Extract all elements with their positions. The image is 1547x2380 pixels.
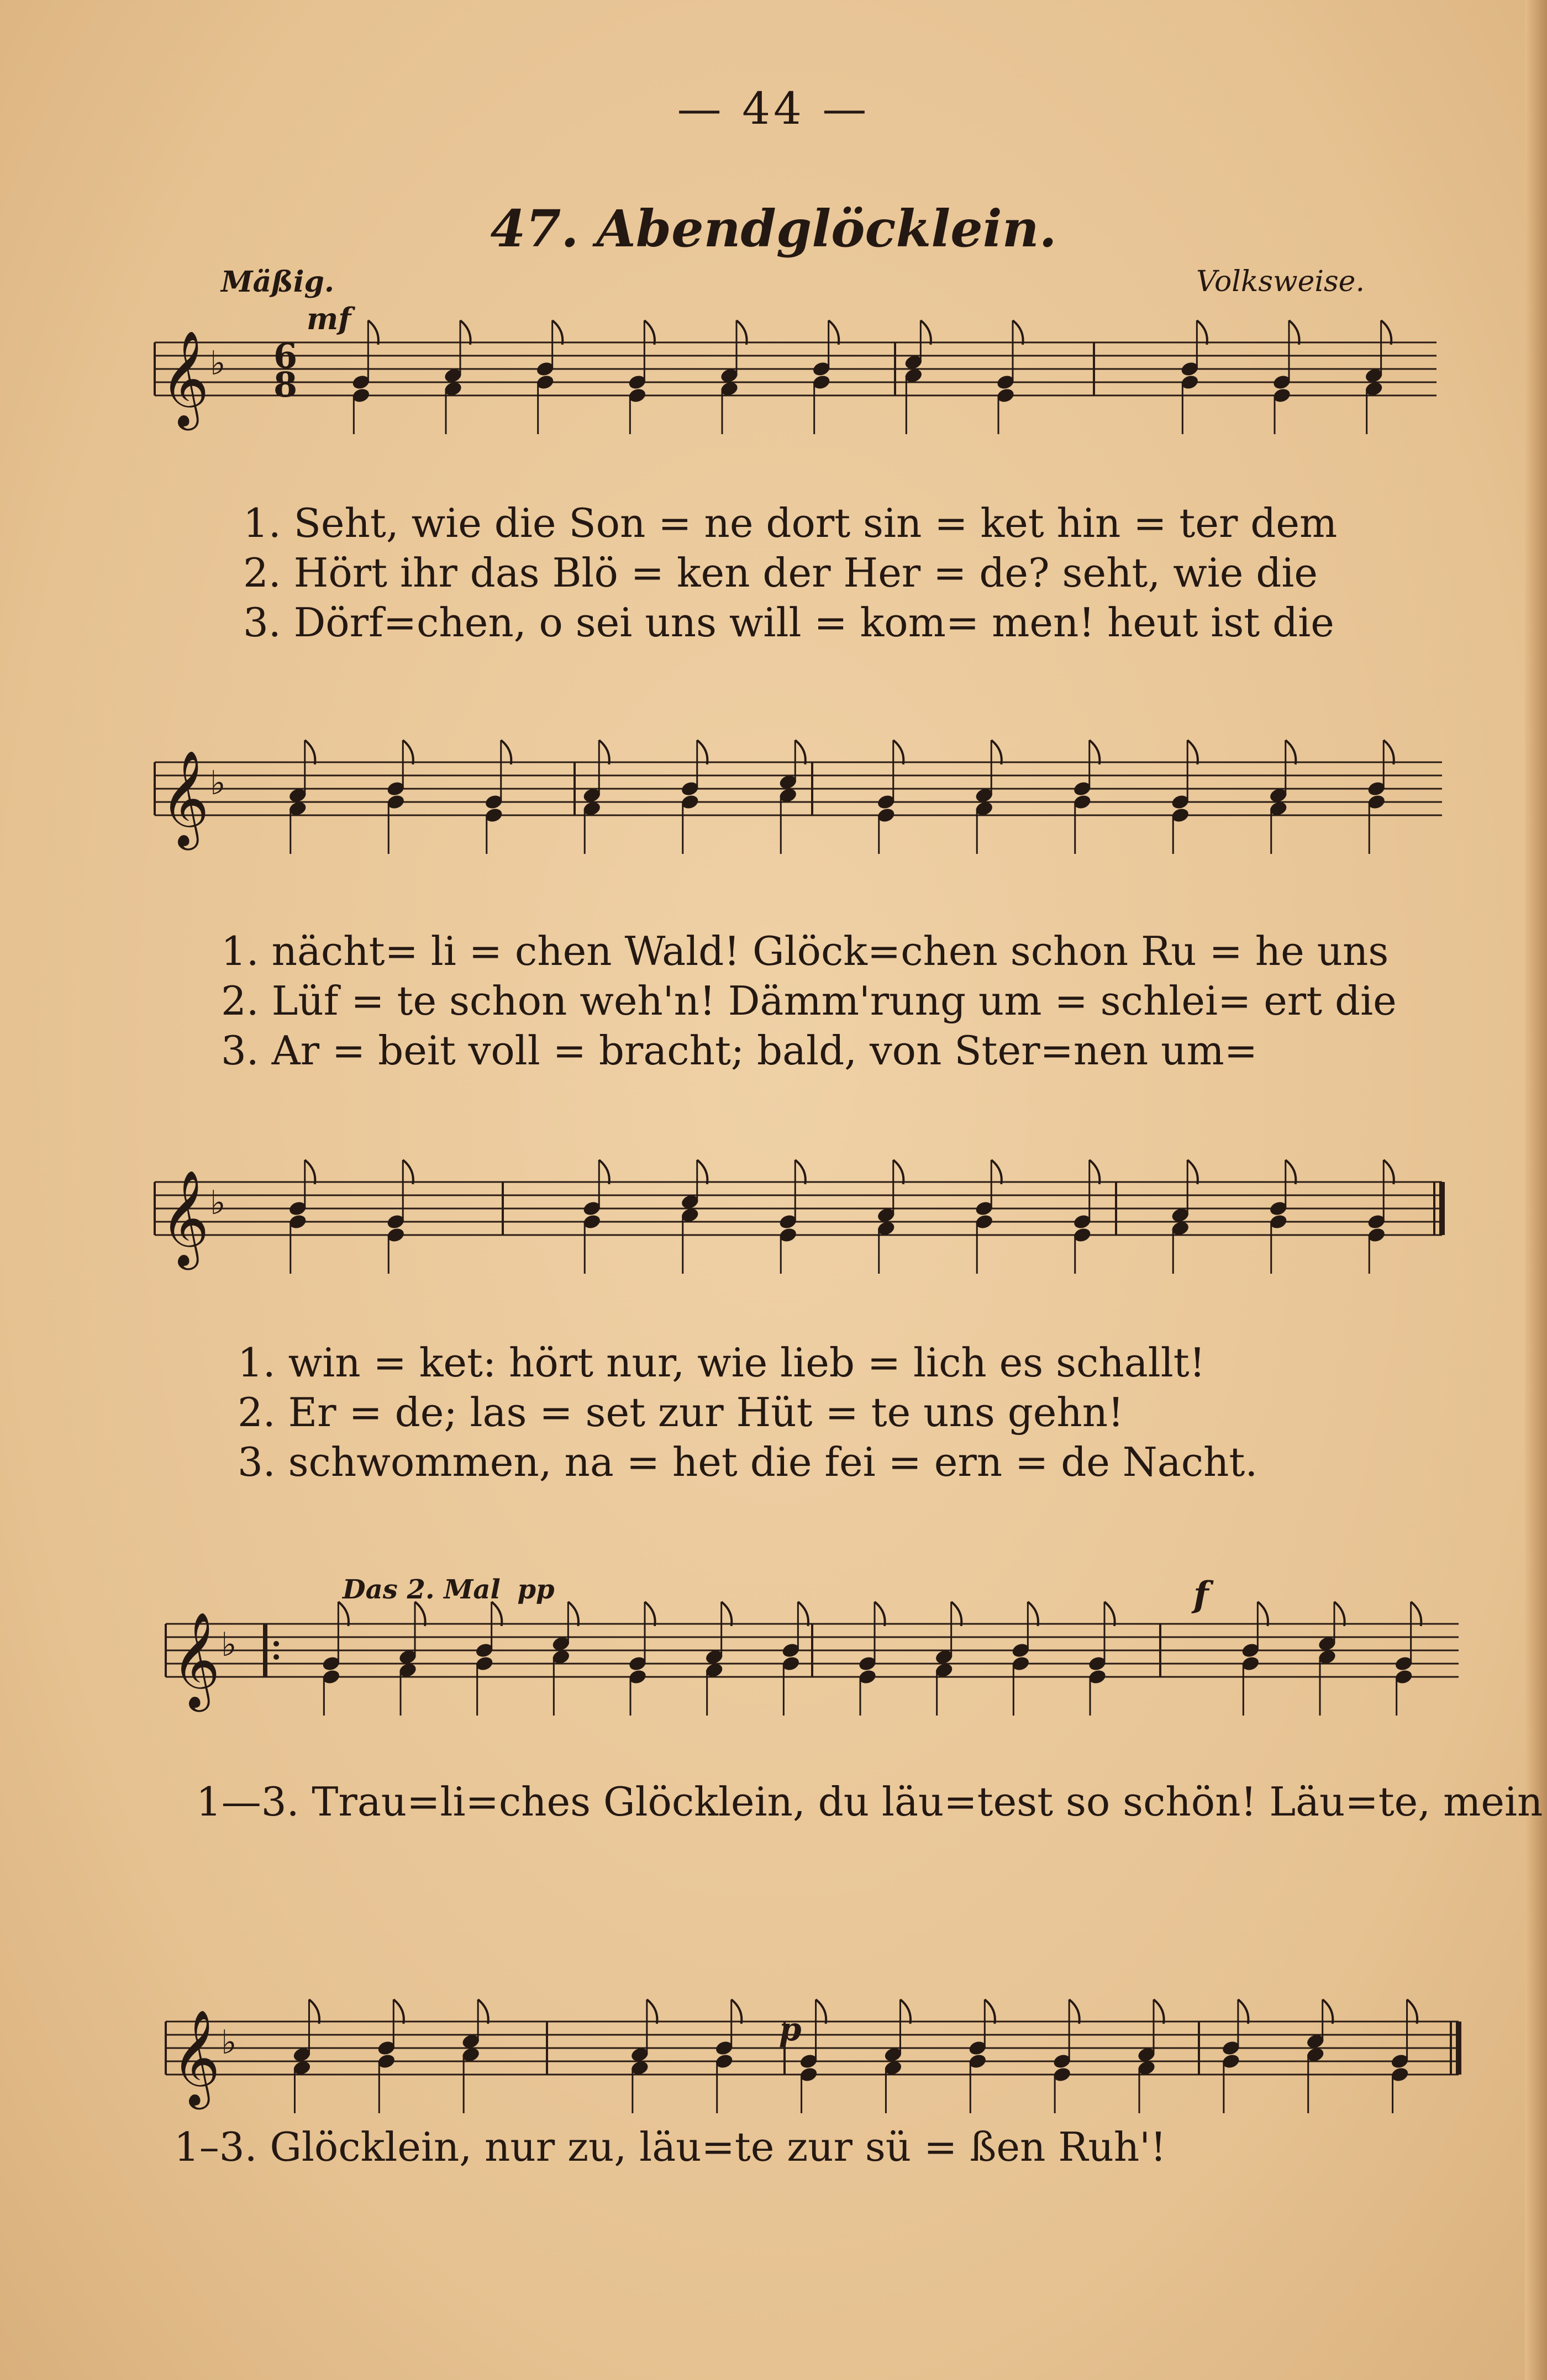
page-number: — 44 — [677, 83, 870, 134]
treble-clef-icon: 𝄞 [160, 750, 209, 846]
note-flag [1090, 1160, 1100, 1184]
treble-clef-icon: 𝄞 [160, 330, 209, 426]
note-flag [736, 320, 747, 345]
note-flag [1090, 740, 1100, 764]
note-flag [393, 1999, 404, 2024]
note-flag [552, 320, 563, 345]
note-flag [1383, 740, 1394, 764]
note-flag [1187, 1160, 1198, 1184]
repeat-dot [273, 1641, 279, 1647]
key-flat-icon: ♭ [210, 344, 226, 383]
lyrics-system-1-verse-1: 1. Seht, wie die Son = ne dort sin = ket hin = ter dem [243, 500, 1338, 546]
treble-clef-icon: 𝄞 [160, 1170, 209, 1266]
note-flag [1286, 1160, 1296, 1184]
note-flag [1197, 320, 1207, 345]
note-flag [732, 1999, 742, 2024]
note-flag [1028, 1602, 1038, 1626]
dynamic-pp: pp [517, 1574, 555, 1605]
note-flag [795, 1160, 806, 1184]
music-staff-1 [0, 309, 1547, 519]
note-flag [697, 740, 708, 764]
note-flag [1187, 740, 1198, 764]
lyrics-system-3-verse-2: 2. Er = de; las = set zur Hüt = te uns gehn! [238, 1389, 1124, 1436]
note-flag [1238, 1999, 1249, 2024]
note-flag [1407, 1999, 1418, 2024]
note-flag [991, 740, 1002, 764]
note-flag [1323, 1999, 1333, 2024]
note-flag [875, 1602, 885, 1626]
note-flag [829, 320, 839, 345]
lyrics-system-1-verse-3: 3. Dörf=chen, o sei uns will = kom= men! heut ist die [243, 599, 1334, 646]
time-signature-bottom: 8 [273, 365, 298, 405]
note-flag [338, 1602, 349, 1626]
music-staff-3 [0, 1149, 1547, 1359]
lyrics-system-2-verse-1: 1. nächt= li = chen Wald! Glöck=chen schon Ru = he uns [221, 928, 1389, 974]
music-staff-4 [0, 1591, 1547, 1801]
note-flag [795, 740, 806, 764]
note-flag [893, 1160, 904, 1184]
key-flat-icon: ♭ [210, 1184, 226, 1222]
note-flag [1257, 1602, 1268, 1626]
music-staff-2 [0, 729, 1547, 939]
note-flag [1411, 1602, 1422, 1626]
note-flag [1334, 1602, 1345, 1626]
note-flag [645, 1602, 655, 1626]
time-signature-top: 6 [273, 336, 298, 376]
note-flag [1383, 1160, 1394, 1184]
song-title: 47. Abendglöcklein. [490, 199, 1057, 258]
note-flag [501, 740, 512, 764]
repeat-note-text: Das 2. Mal [343, 1574, 501, 1605]
repeat-dot [273, 1654, 279, 1660]
note-flag [991, 1160, 1002, 1184]
note-flag [697, 1160, 708, 1184]
note-flag [599, 740, 609, 764]
note-flag [568, 1602, 578, 1626]
lyrics-system-2-verse-2: 2. Lüf = te schon weh'n! Dämm'rung um = schlei= ert die [221, 978, 1397, 1024]
note-flag [309, 1999, 319, 2024]
note-flag [599, 1160, 609, 1184]
note-flag [893, 740, 904, 764]
note-flag [1069, 1999, 1080, 2024]
note-flag [1154, 1999, 1164, 2024]
lyrics-system-3-verse-1: 1. win = ket: hört nur, wie lieb = lich es schallt! [238, 1339, 1206, 1386]
note-flag [900, 1999, 911, 2024]
note-flag [647, 1999, 657, 2024]
note-flag [816, 1999, 827, 2024]
note-flag [460, 320, 471, 345]
note-flag [920, 320, 931, 345]
note-flag [985, 1999, 995, 2024]
lyrics-system-3-verse-3: 3. schwommen, na = het die fei = ern = de Nacht. [238, 1439, 1258, 1485]
note-flag [1013, 320, 1023, 345]
lyrics-system-1-verse-2: 2. Hört ihr das Blö = ken der Her = de? seht, wie die [243, 550, 1318, 596]
key-flat-icon: ♭ [210, 764, 226, 803]
note-flag [305, 740, 315, 764]
note-flag [1286, 740, 1296, 764]
tempo-marking: Mäßig. [221, 265, 334, 299]
note-flag [1289, 320, 1299, 345]
note-flag [305, 1160, 315, 1184]
note-flag [415, 1602, 425, 1626]
lyrics-system-4: 1—3. Trau=li=ches Glöcklein, du läu=test so schön! Läu=te, mein [196, 1779, 1543, 1825]
key-flat-icon: ♭ [221, 1626, 237, 1664]
dynamic-mf: mf [307, 301, 351, 336]
note-flag [798, 1602, 808, 1626]
dynamic-p: p [779, 2010, 802, 2048]
treble-clef-icon: 𝄞 [171, 1612, 220, 1708]
note-flag [951, 1602, 962, 1626]
note-flag [403, 740, 413, 764]
lyrics-system-5: 1–3. Glöcklein, nur zu, läu=te zur sü = ßen Ruh'! [174, 2124, 1166, 2170]
note-flag [368, 320, 378, 345]
note-flag [722, 1602, 732, 1626]
lyrics-system-2-verse-3: 3. Ar = beit voll = bracht; bald, von Ster=nen um= [221, 1027, 1258, 1074]
key-flat-icon: ♭ [221, 2023, 237, 2062]
note-flag [478, 1999, 488, 2024]
dynamic-f: f [1193, 1574, 1209, 1616]
note-flag [403, 1160, 413, 1184]
note-flag [1381, 320, 1392, 345]
composer-credit: Volksweise. [1196, 265, 1365, 298]
note-flag [492, 1602, 502, 1626]
note-flag [1104, 1602, 1115, 1626]
note-flag [644, 320, 655, 345]
treble-clef-icon: 𝄞 [171, 2009, 220, 2105]
